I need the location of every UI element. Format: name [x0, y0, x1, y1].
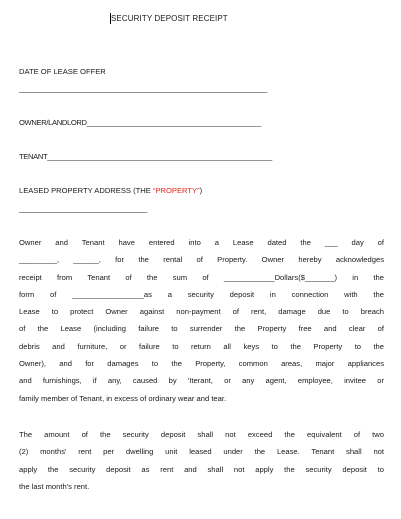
leased-property-address-blank: _________________________________ — [19, 204, 147, 213]
paragraph-line: debris and furniture, or failure to return all keys to the Property to the — [19, 341, 384, 351]
paragraph-line: _________, ______, for the rental of Property. Owner hereby acknowledges — [19, 255, 384, 265]
paragraph-lease-deposit — [19, 234, 384, 407]
property-term: “PROPERTY” — [152, 186, 200, 195]
paragraph-line: Owner and Tenant have entered into a Lease dated the ___ day of — [19, 238, 384, 247]
date-of-lease-offer-label: DATE OF LEASE OFFER — [19, 67, 106, 76]
paragraph-line: Lease to protect Owner against non-payment of rent, damage due to breach — [19, 307, 384, 317]
paragraph-line: form of _________________as a security deposit in connection with the — [19, 289, 384, 299]
paragraph-line: The amount of the security deposit shall not exceed the equivalent of two — [19, 430, 384, 439]
paragraph-line: apply the security deposit as rent and shall not apply the security deposit to — [19, 464, 384, 474]
paragraph-line: Owner), and for damages to the Property, common areas, major appliances — [19, 359, 384, 369]
paragraph-line: family member of Tenant, in excess of ordinary wear and tear. — [19, 393, 227, 403]
date-of-lease-offer-blank: ________________________________________________________________ — [19, 84, 267, 93]
document-title: SECURITY DEPOSIT RECEIPT — [111, 14, 228, 23]
paragraph-line: receipt from Tenant of the sum of ____________Dollars($_______) in the — [19, 272, 384, 282]
paragraph-line: of the Lease (including failure to surrender the Property free and clear of — [19, 324, 384, 334]
paragraph-line: and furnishings, if any, caused by 'Iterant, or any agent, employee, invitee or — [19, 376, 384, 386]
paragraph-line: the last month's rent. — [19, 481, 90, 491]
owner-landlord-field: OWNER/LANDLORD_____________________________________________ — [19, 118, 261, 127]
paragraph-deposit-limit — [19, 426, 384, 495]
address-label-suffix: ) — [199, 186, 203, 195]
tenant-field: TENANT__________________________________________________________ — [19, 152, 272, 161]
paragraph-line: (2) months' rent per dwelling unit leased under the Lease. Tenant shall not — [19, 447, 384, 457]
address-label-prefix: LEASED PROPERTY ADDRESS (THE — [19, 186, 153, 195]
leased-property-address-label — [19, 186, 202, 195]
